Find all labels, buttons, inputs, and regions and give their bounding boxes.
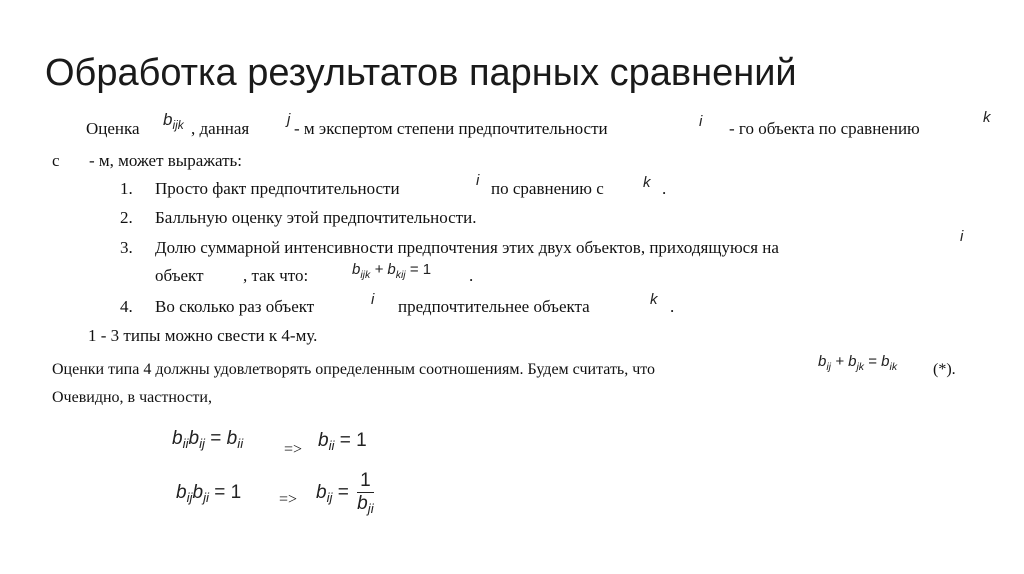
formula-symbol: b <box>316 482 327 503</box>
formula-operator: + <box>835 353 844 370</box>
symbol-k: k <box>650 291 658 308</box>
slide-title: Обработка результатов парных сравнений <box>45 52 797 94</box>
formula-sum-equals-one <box>352 261 431 281</box>
implies-arrow: => <box>279 491 298 508</box>
formula-symbol: b <box>192 482 204 503</box>
formula-symbol: b <box>318 430 329 451</box>
list-item-2-text: Балльную оценку этой предпочтительности. <box>155 208 477 227</box>
intro-expert-text: - м экспертом степени предпочтительности <box>294 119 608 138</box>
intro-word-ocenka: Оценка <box>86 119 140 138</box>
formula-equals: = <box>210 428 222 449</box>
formula-subscript: ik <box>889 361 898 373</box>
formula-symbol: b <box>226 428 238 449</box>
formula-symbol: b <box>387 261 396 278</box>
formula-subscript: ijk <box>360 269 371 281</box>
formula-operator: + <box>374 261 384 278</box>
formula-bij-reciprocal <box>316 470 377 516</box>
symbol-i: i <box>960 228 964 245</box>
intro-may-express: - м, может выражать: <box>89 151 242 170</box>
list-item-3-period: . <box>469 266 474 285</box>
formula-symbol: b <box>881 353 890 370</box>
list-number-3: 3. <box>120 238 133 257</box>
formula-symbol: b <box>172 428 183 449</box>
formula-subscript: ijk <box>172 118 184 132</box>
formula-b-ijk <box>163 110 184 132</box>
types-note: 1 - 3 типы можно свести к 4-му. <box>88 326 318 345</box>
list-number-2: 2. <box>120 208 133 227</box>
fraction-denominator <box>354 493 377 516</box>
formula-bii-bij <box>172 428 243 451</box>
equation-reference: (*). <box>933 361 956 378</box>
formula-symbol: b <box>848 353 857 370</box>
formula-bij-bji <box>176 482 241 505</box>
list-item-3-so-that: , так что: <box>243 266 309 285</box>
formula-symbol: b <box>352 261 361 278</box>
formula-subscript: ii <box>328 438 335 453</box>
list-item-3-object: объект <box>155 266 204 285</box>
formula-subscript: ij <box>326 490 333 506</box>
symbol-j: j <box>287 111 291 128</box>
formula-equals: = 1 <box>409 261 432 278</box>
list-item-4-preferable: предпочтительнее объекта <box>398 297 590 316</box>
intro-word-dannaya: , данная <box>191 119 250 138</box>
list-number-1: 1. <box>120 179 133 198</box>
formula-symbol: b <box>818 353 827 370</box>
intro-object-text: - го объекта по сравнению <box>729 119 920 138</box>
formula-equals: = <box>337 482 349 503</box>
formula-subscript: jk <box>856 361 865 373</box>
formula-subscript: ij <box>826 361 832 373</box>
paragraph-estimates: Оценки типа 4 должны удовлетворять определенным соотношениям. Будем считать, что <box>52 361 656 378</box>
formula-consistency <box>818 353 897 373</box>
list-item-1-period: . <box>662 179 667 198</box>
fraction-numerator: 1 <box>357 470 374 493</box>
symbol-k: k <box>983 109 991 126</box>
formula-equals: = <box>868 353 877 370</box>
list-item-4-period: . <box>670 297 675 316</box>
list-item-1-compare: по сравнению с <box>491 179 604 198</box>
formula-subscript: ji <box>203 490 209 505</box>
implies-arrow: => <box>284 441 303 458</box>
formula-subscript: ii <box>182 436 189 451</box>
intro-word-s: с <box>52 151 60 170</box>
formula-subscript: ij <box>199 436 205 451</box>
formula-bii-equals-one <box>318 430 367 453</box>
formula-subscript: ij <box>186 490 193 505</box>
fraction <box>354 470 377 516</box>
formula-equals: = 1 <box>339 430 367 451</box>
formula-equals: = 1 <box>214 482 242 503</box>
formula-symbol: b <box>357 493 368 514</box>
symbol-i: i <box>699 113 703 130</box>
formula-subscript: ji <box>367 501 374 516</box>
formula-symbol: b <box>176 482 187 503</box>
formula-subscript: kij <box>395 269 406 281</box>
list-item-1-text: Просто факт предпочтительности <box>155 179 400 198</box>
formula-symbol: b <box>163 110 173 129</box>
symbol-i: i <box>476 172 480 189</box>
symbol-k: k <box>643 174 651 191</box>
list-item-4-text: Во сколько раз объект <box>155 297 315 316</box>
paragraph-obviously: Очевидно, в частности, <box>52 389 212 406</box>
formula-symbol: b <box>188 428 200 449</box>
symbol-i: i <box>371 291 375 308</box>
list-number-4: 4. <box>120 297 133 316</box>
formula-subscript: ii <box>237 436 244 451</box>
list-item-3-text: Долю суммарной интенсивности предпочтения этих двух объектов, приходящуюся на <box>155 238 779 257</box>
